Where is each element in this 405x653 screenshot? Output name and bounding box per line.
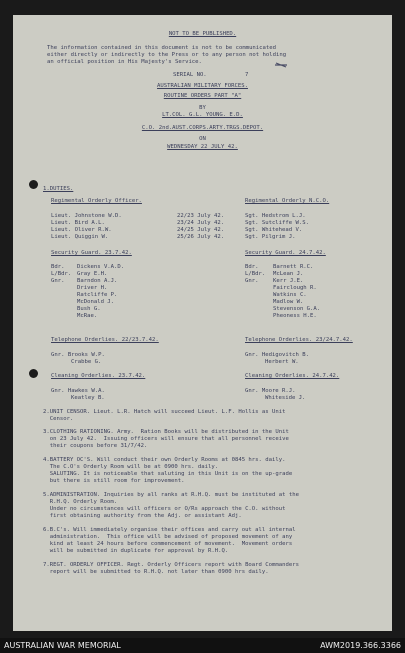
para-orderly-officer: report will be submitted to R.H.Q. not later than 0900 hrs daily. bbox=[43, 569, 269, 575]
para-clothing-rationing: their coupons before 31/7/42. bbox=[43, 443, 148, 449]
guard-member: Driver H. bbox=[77, 285, 108, 291]
officer-dates: 25/26 July 42. bbox=[177, 234, 225, 240]
serial-strikeout-mark bbox=[275, 61, 287, 69]
notice-line-2: either directly or indirectly to the Press or to any person not holding bbox=[47, 52, 287, 58]
orders-title: ROUTINE ORDERS PART "A" bbox=[163, 93, 242, 99]
telephone-left-member: Crabbe G. bbox=[71, 359, 102, 365]
officer-row: Lieut. Oliver R.W. bbox=[51, 227, 112, 233]
punch-hole bbox=[29, 369, 38, 378]
cleaning-right-member: Whiteside J. bbox=[265, 395, 306, 401]
telephone-left-heading: Telephone Orderlies. 22/23.7.42. bbox=[51, 337, 159, 343]
guard-member: Pheoness H.E. bbox=[273, 313, 317, 319]
duties-heading: 1.DUTIES. bbox=[43, 186, 74, 192]
reg-nco-heading: Regimental Orderly N.C.O. bbox=[245, 198, 330, 204]
guard-left-heading: Security Guard. 23.7.42. bbox=[51, 250, 132, 256]
guard-member: Dickens V.A.D. bbox=[77, 264, 125, 270]
para-unit-censor: Censor. bbox=[43, 416, 74, 422]
guard-member: McDonald J. bbox=[77, 299, 115, 305]
nco-row: Sgt. Pilgrim J. bbox=[245, 234, 296, 240]
para-bcs: administration. This office will be advised of proposed movement of any bbox=[43, 534, 293, 540]
guard-member: Madlow W. bbox=[273, 299, 304, 305]
guard-rank: L/Bdr. bbox=[51, 271, 72, 277]
by-label: BY bbox=[199, 105, 206, 111]
cleaning-right-heading: Cleaning Orderlies. 24.7.42. bbox=[245, 373, 340, 379]
officer-name: LT.COL. G.L. YOUNG. E.D. bbox=[162, 112, 243, 118]
on-label: ON bbox=[199, 136, 206, 142]
telephone-right-member: Herbert W. bbox=[265, 359, 299, 365]
guard-member: Watkins C. bbox=[273, 292, 307, 298]
cleaning-left-member: Gnr. Hawkes W.A. bbox=[51, 388, 105, 394]
punch-hole bbox=[29, 180, 38, 189]
officer-row: Lieut. Johnstone W.D. bbox=[51, 213, 122, 219]
cleaning-left-heading: Cleaning Orderlies. 23.7.42. bbox=[51, 373, 146, 379]
guard-rank: Gnr. bbox=[51, 278, 65, 284]
para-administration: first obtaining authority from the Adj. or assistant Adj. bbox=[43, 513, 242, 519]
not-published-heading: NOT TO BE PUBLISHED. bbox=[168, 31, 237, 37]
serial-label: SERIAL NO. bbox=[173, 72, 207, 78]
notice-line-1: The information contained in this document is not to be communicated bbox=[47, 45, 277, 51]
telephone-right-heading: Telephone Orderlies. 23/24.7.42. bbox=[245, 337, 353, 343]
officer-row: Lieut. Bird A.L. bbox=[51, 220, 105, 226]
archive-footer bbox=[0, 638, 405, 653]
para-bcs: kind at least 24 hours before commencement of movement. Movement orders bbox=[43, 541, 293, 547]
guard-member: Kerr J.E. bbox=[273, 278, 304, 284]
telephone-left-member: Gnr. Brooks W.P. bbox=[51, 352, 105, 358]
guard-member: Stevenson G.A. bbox=[273, 306, 321, 312]
guard-member: Bush G. bbox=[77, 306, 101, 312]
officer-dates: 24/25 July 42. bbox=[177, 227, 225, 233]
guard-right-heading: Security Guard. 24.7.42. bbox=[245, 250, 326, 256]
guard-rank: Bdr. bbox=[245, 264, 259, 270]
guard-member: Gray E.H. bbox=[77, 271, 108, 277]
guard-rank: Gnr. bbox=[245, 278, 259, 284]
nco-row: Sgt. Hedstrom L.J. bbox=[245, 213, 306, 219]
guard-rank: L/Bdr. bbox=[245, 271, 266, 277]
guard-member: McRae. bbox=[77, 313, 98, 319]
cleaning-left-member: Keatley B. bbox=[71, 395, 105, 401]
archive-name: AUSTRALIAN WAR MEMORIAL bbox=[4, 641, 121, 650]
para-orderly-officer: 7.REGT. ORDERLY OFFICER. Regt. Orderly Officers report with Board Commanders bbox=[43, 562, 299, 568]
guard-member: McLean J. bbox=[273, 271, 304, 277]
para-clothing-rationing: 3.CLOTHING RATIONING. Army. Ration Books will be distributed in the Unit bbox=[43, 429, 289, 435]
officer-dates: 23/24 July 42. bbox=[177, 220, 225, 226]
document-page bbox=[13, 15, 392, 631]
archive-reference: AWM2019.366.3366 bbox=[320, 641, 401, 650]
para-clothing-rationing: on 23 July 42. Issuing officers will ensure that all personnel receive bbox=[43, 436, 289, 442]
guard-member: Fairclough R. bbox=[273, 285, 317, 291]
officer-dates: 22/23 July 42. bbox=[177, 213, 225, 219]
para-administration: R.H.Q. Orderly Room. bbox=[43, 499, 118, 505]
guard-rank: Bdr. bbox=[51, 264, 65, 270]
para-administration: Under no circumstances will officers or O/Rs approach the C.O. without bbox=[43, 506, 286, 512]
para-bcs: will be submitted in duplicate for approval by R.H.Q. bbox=[43, 548, 229, 554]
nco-row: Sgt. Whitehead V. bbox=[245, 227, 303, 233]
para-saluting: SALUTING. It is noticeable that saluting in this Unit is on the up-grade bbox=[43, 471, 293, 477]
guard-member: Ratcliffe P. bbox=[77, 292, 118, 298]
reg-officer-heading: Regimental Orderly Officer. bbox=[51, 198, 142, 204]
para-unit-censor: 2.UNIT CENSOR. Lieut. L.R. Hatch will succeed Lieut. L.F. Hollis as Unit bbox=[43, 409, 286, 415]
guard-member: Barndon A.J. bbox=[77, 278, 118, 284]
telephone-right-member: Gnr. Hedigovitch B. bbox=[245, 352, 309, 358]
para-administration: 5.ADMINISTRATION. Inquiries by all ranks at R.H.Q. must be instituted at the bbox=[43, 492, 299, 498]
officer-row: Lieut. Quiggin W. bbox=[51, 234, 109, 240]
para-saluting: but there is still room for improvement. bbox=[43, 478, 185, 484]
serial-number: 7 bbox=[245, 72, 249, 78]
para-battery-ocs: The C.O's Orderly Room will be at 0900 hrs. daily. bbox=[43, 464, 219, 470]
command-name: C.O. 2nd.AUST.CORPS.ARTY.TRGS.DEPOT. bbox=[141, 125, 264, 131]
notice-line-3: an official position in His Majesty's Service. bbox=[47, 59, 202, 65]
cleaning-right-member: Gnr. Moore R.J. bbox=[245, 388, 296, 394]
order-date: WEDNESDAY 22 JULY 42. bbox=[167, 144, 238, 150]
force-heading: AUSTRALIAN MILITARY FORCES. bbox=[157, 83, 248, 89]
para-battery-ocs: 4.BATTERY OC'S. Will conduct their own Orderly Rooms at 0845 hrs. daily. bbox=[43, 457, 286, 463]
para-bcs: 6.B.C's. Will immediately organise their offices and carry out all internal bbox=[43, 527, 296, 533]
nco-row: Sgt. Sutcliffe W.S. bbox=[245, 220, 309, 226]
guard-member: Barnett R.C. bbox=[273, 264, 314, 270]
